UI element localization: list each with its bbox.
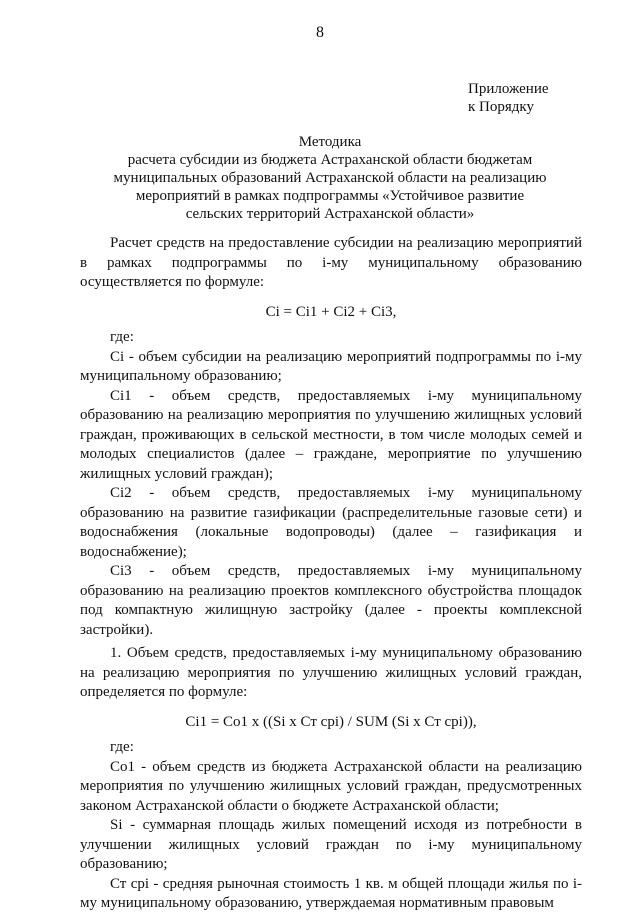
formula-ci: Ci = Ci1 + Ci2 + Ci3, <box>265 303 397 320</box>
paragraph-si: Si - суммарная площадь жилых помещений исходя из потребности в улучшении жилищных условий граждан по i-му муниципальному образованию; <box>80 817 582 872</box>
paragraph-st-cp: Ст срi - средняя рыночная стоимость 1 кв. м общей площади жилья по i-му муниципальному образованию, утверждаемая нормативным правовым <box>80 875 582 911</box>
title-line-3: мероприятий в рамках подпрограммы «Устойчивое развитие <box>135 188 525 204</box>
appendix-line-2: к Порядку <box>468 99 534 115</box>
where-label-1: где: <box>110 329 134 345</box>
appendix-line-1: Приложение <box>468 81 549 97</box>
paragraph-ci: Ci - объем субсидии на реализацию мероприятий подпрограммы по i-му муниципальному образованию; <box>80 348 582 384</box>
formula-ci1: Ci1 = Co1 x ((Si x Ст срi) / SUM (Si x Ст срi)), <box>185 713 477 730</box>
paragraph-intro: Расчет средств на предоставление субсидии на реализацию мероприятий в рамках подпрограммы по i-му муниципальному образованию осуществляется по формуле: <box>80 235 582 290</box>
where-label-2: где: <box>110 739 134 755</box>
paragraph-item-1: 1. Объем средств, предоставляемых i-му муниципальному образованию на реализацию мероприятия по улучшению жилищных условий граждан, определяется по формуле: <box>80 645 582 700</box>
document-body <box>80 234 582 914</box>
page-number: 8 <box>316 24 324 41</box>
paragraph-ci1: Ci1 - объем средств, предоставляемых i-му муниципальному образованию на реализацию мероприятия по улучшению жилищных условий граждан, проживающих в сельской местности, в том числе молодых семей и молодых специалистов (далее – граждане, мероприятие по улучшению жилищных условий граждан); <box>80 387 582 482</box>
title-heading: Методика <box>298 134 362 150</box>
title-line-2: муниципальных образований Астраханской области на реализацию <box>113 170 547 186</box>
title-line-1: расчета субсидии из бюджета Астраханской области бюджетам <box>127 152 533 168</box>
document-title <box>80 133 580 223</box>
paragraph-co1: Co1 - объем средств из бюджета Астраханской области на реализацию мероприятия по улучшению жилищных условий граждан, предусмотренных законом Астраханской области о бюджете Астраханской области; <box>80 758 582 814</box>
paragraph-ci3: Ci3 - объем средств, предоставляемых i-му муниципальному образованию на реализацию проектов комплексного обустройства площадок под компактную жилищную застройку (далее - проекты комплексной застройки). <box>80 563 582 638</box>
appendix-label <box>468 80 549 116</box>
paragraph-ci2: Ci2 - объем средств, предоставляемых i-му муниципальному образованию на развитие газификации (распределительные газовые сети) и водоснабжения (локальные водопроводы) (далее – газификация и водоснабжение); <box>80 485 582 560</box>
title-line-4: сельских территорий Астраханской области» <box>185 206 475 222</box>
